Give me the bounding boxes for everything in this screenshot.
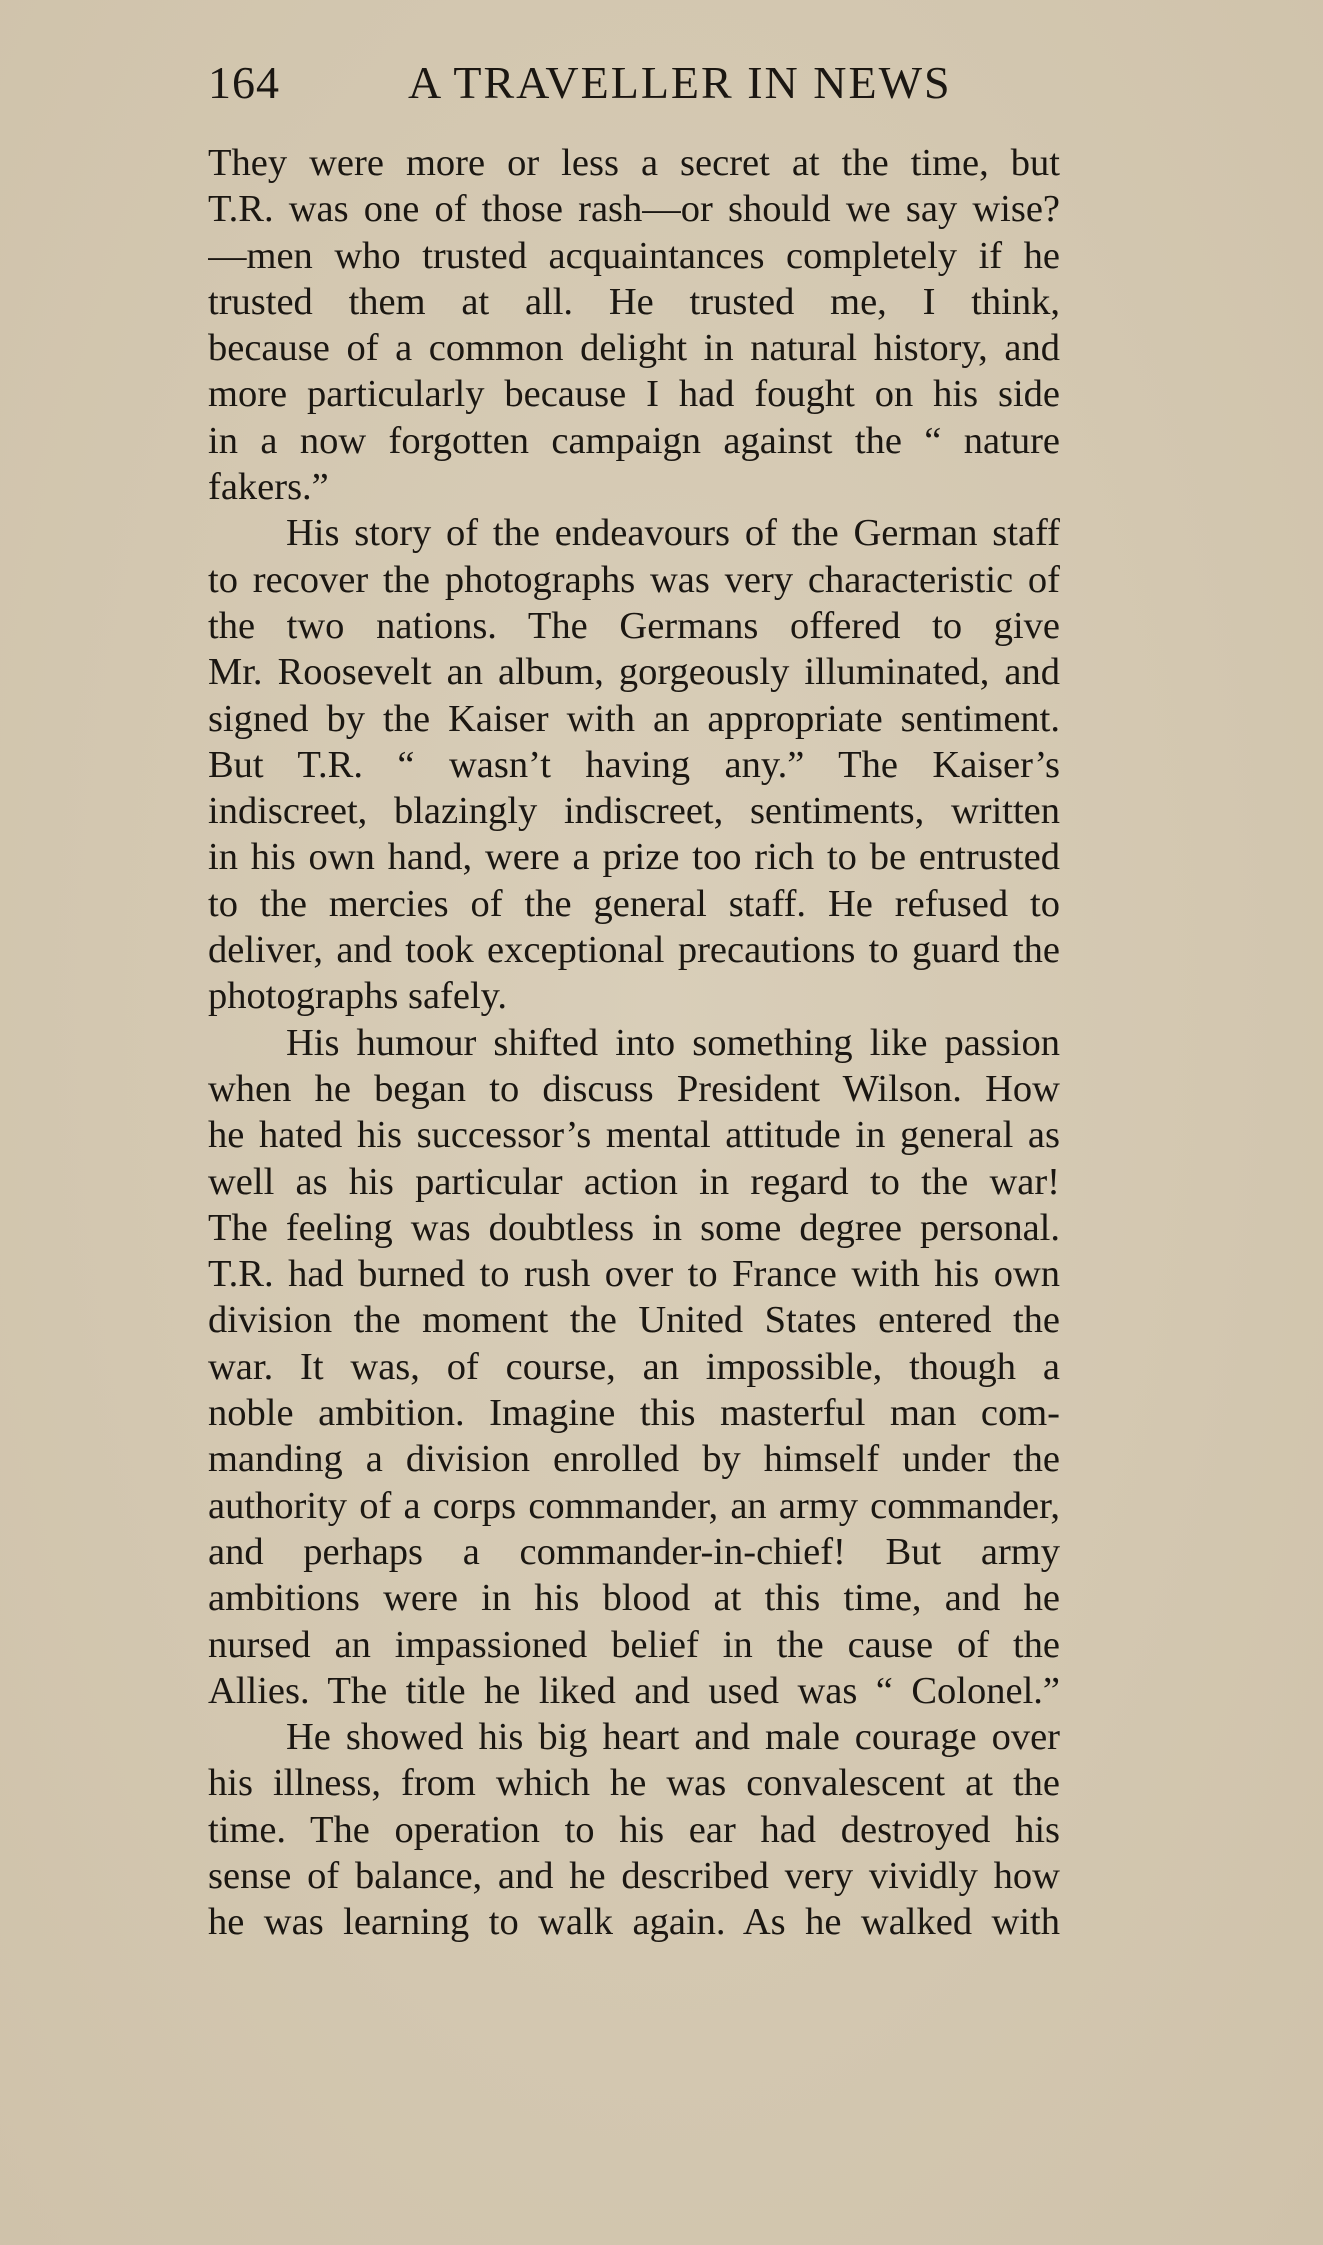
page-number: 164 [208, 57, 280, 108]
text-line: time. The operation to his ear had destroyed his [208, 1808, 1060, 1851]
text-line: to recover the photographs was very characteristic of [208, 558, 1060, 601]
body-text [208, 140, 1060, 1946]
text-line: because of a common delight in natural history, and [208, 327, 1060, 370]
text-line: They were more or less a secret at the time, but [208, 142, 1060, 184]
text-line: more particularly because I had fought on his side [208, 373, 1060, 416]
text-line: well as his particular action in regard to the war! [208, 1160, 1060, 1203]
text-line: manding a division enrolled by himself under the [208, 1438, 1060, 1481]
text-line: Allies. The title he liked and used was “ Colonel.” [208, 1669, 1060, 1712]
text-line: He showed his big heart and male courage over [286, 1716, 1060, 1759]
text-line: fakers.” [208, 466, 329, 509]
text-line: signed by the Kaiser with an appropriate sentiment. [208, 697, 1060, 740]
text-line: in his own hand, were a prize too rich to be entrusted [208, 836, 1060, 879]
text-line: and perhaps a commander-in-chief! But army [208, 1530, 1060, 1573]
text-line: sense of balance, and he described very vividly how [208, 1854, 1060, 1897]
text-line: authority of a corps commander, an army commander, [208, 1484, 1060, 1527]
text-line: His story of the endeavours of the German staff [286, 512, 1060, 555]
text-line: —men who trusted acquaintances completely if he [208, 234, 1060, 277]
text-line: indiscreet, blazingly indiscreet, sentiments, written [208, 790, 1060, 833]
text-line: T.R. was one of those rash—or should we say wise? [208, 188, 1060, 231]
text-line: nursed an impassioned belief in the cause of the [208, 1623, 1060, 1666]
paragraph-2 [208, 510, 1060, 1019]
text-line: the two nations. The Germans offered to give [208, 604, 1060, 647]
running-title: A TRAVELLER IN NEWS [408, 57, 952, 108]
paragraph-4 [208, 1714, 1060, 1945]
text-line: noble ambition. Imagine this masterful man com- [208, 1392, 1060, 1435]
text-line: war. It was, of course, an impossible, though a [208, 1345, 1060, 1388]
text-line: deliver, and took exceptional precautions to guard the [208, 929, 1060, 972]
running-head [208, 56, 1072, 116]
text-line: His humour shifted into something like passion [286, 1021, 1060, 1064]
text-line: to the mercies of the general staff. He refused to [208, 882, 1060, 925]
text-line: But T.R. “ wasn’t having any.” The Kaiser’s [208, 743, 1060, 786]
text-line: trusted them at all. He trusted me, I think, [208, 280, 1060, 323]
text-line: he was learning to walk again. As he walked with [208, 1901, 1060, 1944]
text-line: he hated his successor’s mental attitude in general as [208, 1114, 1060, 1157]
text-line: when he began to discuss President Wilson. How [208, 1067, 1060, 1110]
text-line: his illness, from which he was convalescent at the [208, 1762, 1060, 1805]
text-line: division the moment the United States entered the [208, 1299, 1060, 1342]
text-line: Mr. Roosevelt an album, gorgeously illuminated, and [208, 651, 1060, 694]
paragraph-1 [208, 140, 1060, 510]
text-line: The feeling was doubtless in some degree personal. [208, 1206, 1060, 1249]
text-line: in a now forgotten campaign against the “ nature [208, 419, 1060, 462]
text-line: ambitions were in his blood at this time, and he [208, 1577, 1060, 1620]
text-line: T.R. had burned to rush over to France with his own [208, 1253, 1060, 1296]
paragraph-3 [208, 1020, 1060, 1714]
text-line: photographs safely. [208, 975, 508, 1018]
